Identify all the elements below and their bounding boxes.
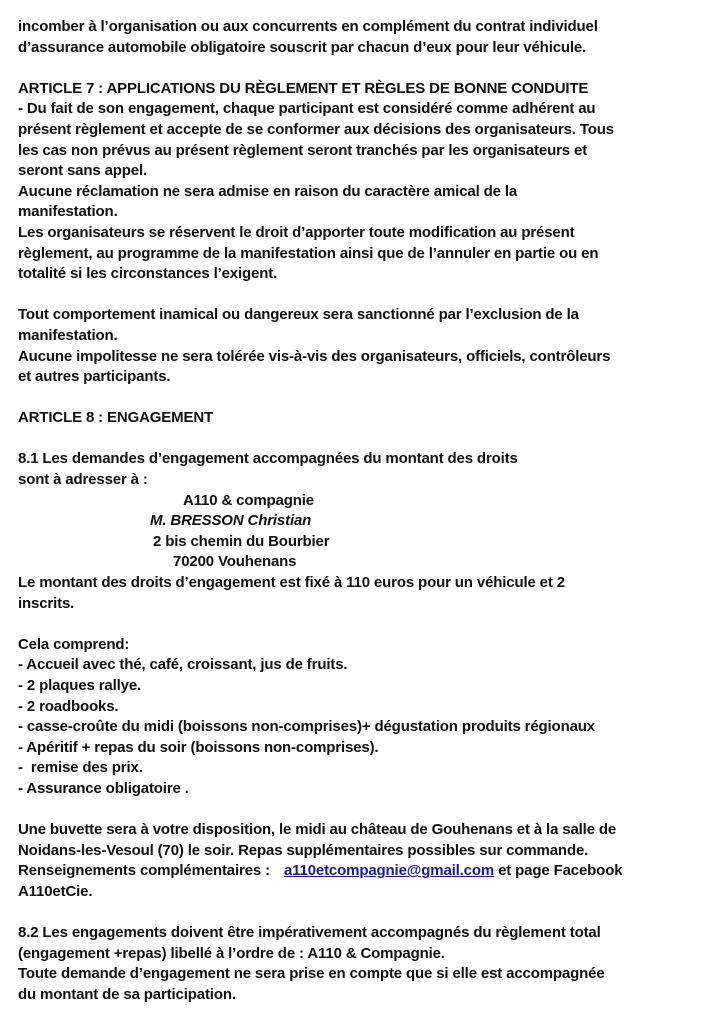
includes-item: - 2 plaques rallye. — [18, 677, 142, 694]
section-8-1-line: 8.1 Les demandes d’engagement accompagnées du montant des droits — [18, 450, 518, 468]
spacer — [18, 388, 718, 409]
article7-paragraph-line: présent règlement et accepte de se conformer aux décisions des organisateurs. Tous — [18, 120, 614, 138]
conduct-paragraph-line: manifestation. — [18, 326, 118, 344]
spacer — [18, 903, 718, 924]
document-page — [18, 17, 718, 1006]
article7-paragraph-line: manifestation. — [18, 203, 118, 221]
section-8-2-line: du montant de sa participation. — [18, 985, 236, 1003]
buvette-line: Noidans-les-Vesoul (70) le soir. Repas supplémentaires possibles sur commande. — [18, 841, 589, 859]
includes-heading: Cela comprend: — [18, 635, 130, 653]
address-street: 2 bis chemin du Bourbier — [153, 532, 330, 550]
conduct-paragraph-line: et autres participants. — [18, 368, 171, 386]
fee-line: Le montant des droits d’engagement est fixé à 110 euros pour un véhicule et 2 — [18, 574, 565, 592]
includes-item: - Assurance obligatoire . — [18, 779, 189, 797]
includes-item: - remise des prix. — [18, 759, 143, 777]
conduct-paragraph-line: Aucune impolitesse ne sera tolérée vis-à-vis des organisateurs, officiels, contrôleurs — [18, 347, 611, 365]
address-organisation: A110 & compagnie — [183, 491, 314, 509]
intro-line: d’assurance automobile obligatoire souscrit par chacun d’eux pour leur véhicule. — [18, 38, 587, 56]
spacer — [18, 58, 718, 79]
article7-paragraph-line: - Du fait de son engagement, chaque participant est considéré comme adhérent au — [18, 100, 596, 118]
email-link[interactable]: a110etcompagnie@gmail.com — [283, 862, 495, 880]
info-suffix: et page Facebook — [494, 862, 623, 880]
facebook-page-name: A110etCie. — [18, 882, 93, 900]
section-8-2-line: (engagement +repas) libellé à l’ordre de : A110 & Compagnie. — [18, 944, 445, 962]
spacer — [18, 614, 718, 635]
spacer — [18, 285, 718, 306]
article7-paragraph-line: Les organisateurs se réservent le droit d’apporter toute modification au présent — [18, 223, 575, 241]
article7-paragraph-line: seront sans appel. — [18, 162, 148, 180]
conduct-paragraph-line: Tout comportement inamical ou dangereux sera sanctionné par l’exclusion de la — [18, 306, 579, 324]
address-name: M. BRESSON Christian — [150, 512, 312, 530]
article8-heading: ARTICLE 8 : ENGAGEMENT — [18, 409, 214, 427]
fee-line: inscrits. — [18, 594, 75, 612]
includes-item: - casse-croûte du midi (boissons non-comprises)+ dégustation produits régionaux — [18, 718, 595, 736]
includes-item: - Accueil avec thé, café, croissant, jus de fruits. — [18, 656, 348, 674]
article7-paragraph-line: Aucune réclamation ne sera admise en raison du caractère amical de la — [18, 182, 518, 200]
address-city: 70200 Vouhenans — [173, 553, 297, 571]
intro-line: incomber à l’organisation ou aux concurrents en complément du contrat individuel — [18, 18, 598, 35]
article7-paragraph-line: règlement, au programme de la manifestation ainsi que de l’annuler en partie ou en — [18, 244, 599, 262]
section-8-2-line: 8.2 Les engagements doivent être impérativement accompagnés du règlement total — [18, 924, 601, 942]
spacer — [18, 429, 718, 450]
section-8-1-line: sont à adresser à : — [18, 471, 148, 489]
section-8-2-line: Toute demande d’engagement ne sera prise en compte que si elle est accompagnée — [18, 965, 605, 983]
article7-paragraph-line: les cas non prévus au présent règlement seront tranchés par les organisateurs et — [18, 141, 588, 159]
article7-heading: ARTICLE 7 : APPLICATIONS DU RÈGLEMENT ET RÈGLES DE BONNE CONDUITE — [18, 79, 589, 97]
article7-paragraph-line: totalité si les circonstances l’exigent. — [18, 265, 278, 283]
includes-item: - 2 roadbooks. — [18, 697, 119, 715]
buvette-line: Une buvette sera à votre disposition, le midi au château de Gouhenans et à la salle de — [18, 821, 617, 839]
spacer — [18, 800, 718, 821]
info-prefix: Renseignements complémentaires : — [18, 862, 270, 880]
includes-item: - Apéritif + repas du soir (boissons non-comprises). — [18, 738, 379, 756]
info-line — [18, 861, 718, 882]
